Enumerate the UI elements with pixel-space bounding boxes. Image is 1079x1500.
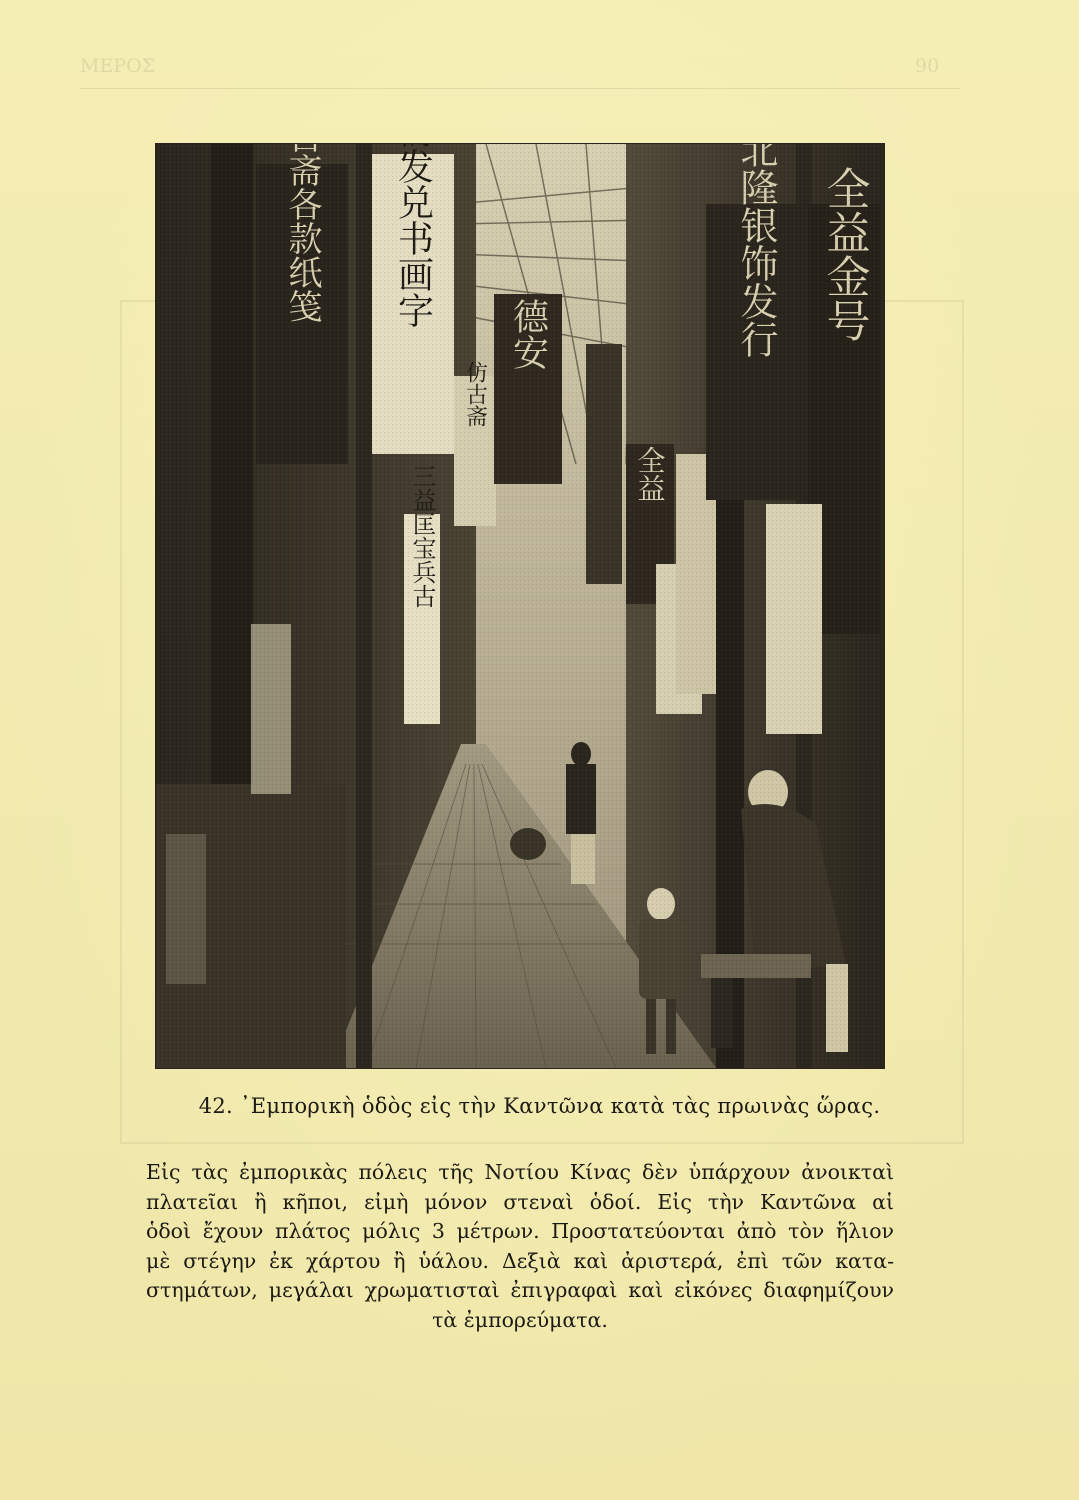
photo-grain: [156, 144, 884, 1068]
body-line-4: μὲ στέγην ἐκ χάρτου ἢ ὑάλου. Δεξιὰ καὶ ἀριστερά, ἐπὶ τῶν κατα-: [146, 1248, 894, 1273]
body-line-3: ὁδοὶ ἔχουν πλάτος μόλις 3 μέτρων. Προστατεύονται ἀπὸ τὸν ἥλιον: [146, 1219, 894, 1243]
bleed-through-page-number: 90: [915, 55, 940, 77]
body-paragraph: [146, 1158, 894, 1335]
body-line-6: τὰ ἐμπορεύματα.: [432, 1307, 608, 1332]
canton-street-photograph: [156, 144, 884, 1068]
bleed-through-rule: [80, 88, 960, 89]
body-line-2: πλατεῖαι ἢ κῆποι, εἰμὴ μόνον στεναὶ ὁδοί. Εἰς τὴν Καντῶνα αἱ: [146, 1189, 894, 1214]
bleed-through-header: ΜΕΡΟΣ: [80, 55, 156, 77]
figure-caption: 42. ᾿Εμπορικὴ ὁδὸς εἰς τὴν Καντῶνα κατὰ τὰς πρωινὰς ὥρας.: [198, 1094, 881, 1118]
body-line-5: στημάτων, μεγάλαι χρωματισταὶ ἐπιγραφαὶ καὶ εἰκόνες διαφημίζουν: [146, 1278, 894, 1302]
body-line-1: Εἰς τὰς ἐμπορικὰς πόλεις τῆς Νοτίου Κίνας δὲν ὑπάρχουν ἀνοικταὶ: [146, 1160, 894, 1184]
